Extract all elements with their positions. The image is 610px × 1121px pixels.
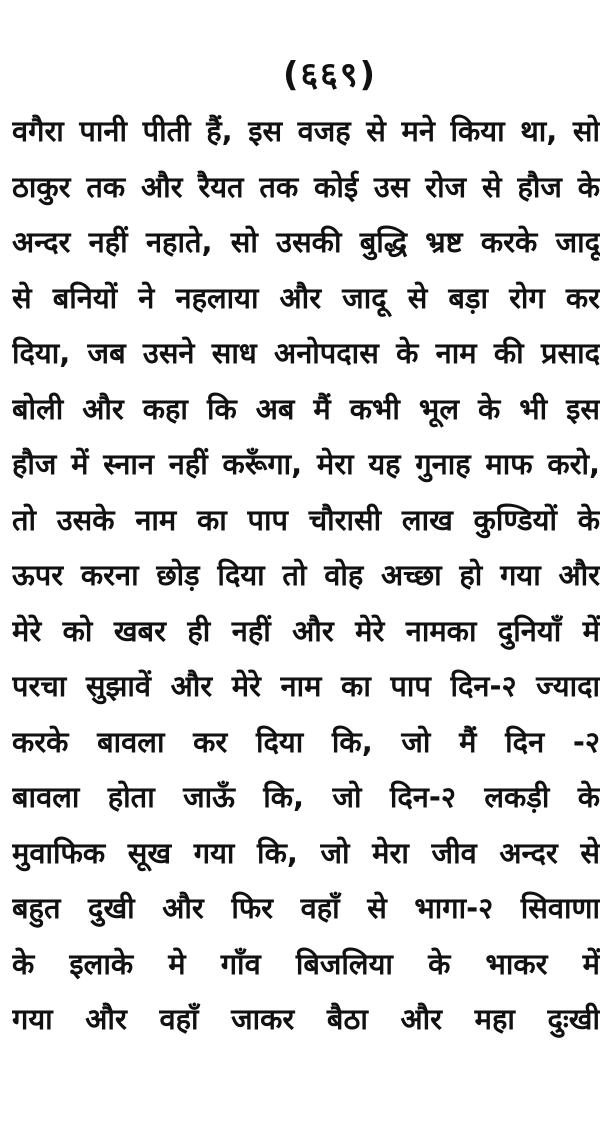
text-line: मुवाफिक सूख गया कि, जो मेरा जीव अन्दर से [12, 835, 600, 870]
page-number: (६६९) [282, 55, 378, 95]
text-line: बावला होता जाऊँ कि, जो दिन-२ लकड़ी के [12, 780, 600, 814]
text-line: अन्दर नहीं नहाते, सो उसकी बुद्धि भ्रष्ट करके जादू [12, 225, 600, 259]
text-line: दिया, जब उसने साध अनोपदास के नाम की प्रसाद [12, 336, 600, 370]
body-text [12, 104, 600, 1048]
text-line: मेरे को खबर ही नहीं और मेरे नामका दुनियाँ में [12, 613, 600, 648]
text-line: हौज में स्नान नहीं करूँगा, मेरा यह गुनाह माफ करो, [12, 447, 600, 481]
text-line: तो उसके नाम का पाप चौरासी लाख कुण्डियों के [12, 502, 600, 537]
text-line: गया और वहाँ जाकर बैठा और महा दुःखी [12, 1002, 600, 1036]
text-line: के इलाके मे गाँव बिजलिया के भाकर में [12, 946, 600, 981]
text-line: वगैरा पानी पीती हैं, इस वजह से मने किया था, सो [12, 114, 600, 148]
text-line: बहुत दुखी और फिर वहाँ से भागा-२ सिवाणा [12, 891, 600, 925]
text-line: परचा सुझावें और मेरे नाम का पाप दिन-२ ज्यादा [12, 669, 600, 703]
text-line: से बनियों ने नहलाया और जादू से बड़ा रोग कर [12, 280, 600, 315]
text-line: ठाकुर तक और रैयत तक कोई उस रोज से हौज के [12, 169, 600, 204]
text-line: बोली और कहा कि अब मैं कभी भूल के भी इस [12, 391, 600, 426]
text-line: ऊपर करना छोड़ दिया तो वोह अच्छा हो गया और [12, 558, 600, 592]
text-line: करके बावला कर दिया कि, जो मैं दिन -२ [12, 724, 600, 759]
